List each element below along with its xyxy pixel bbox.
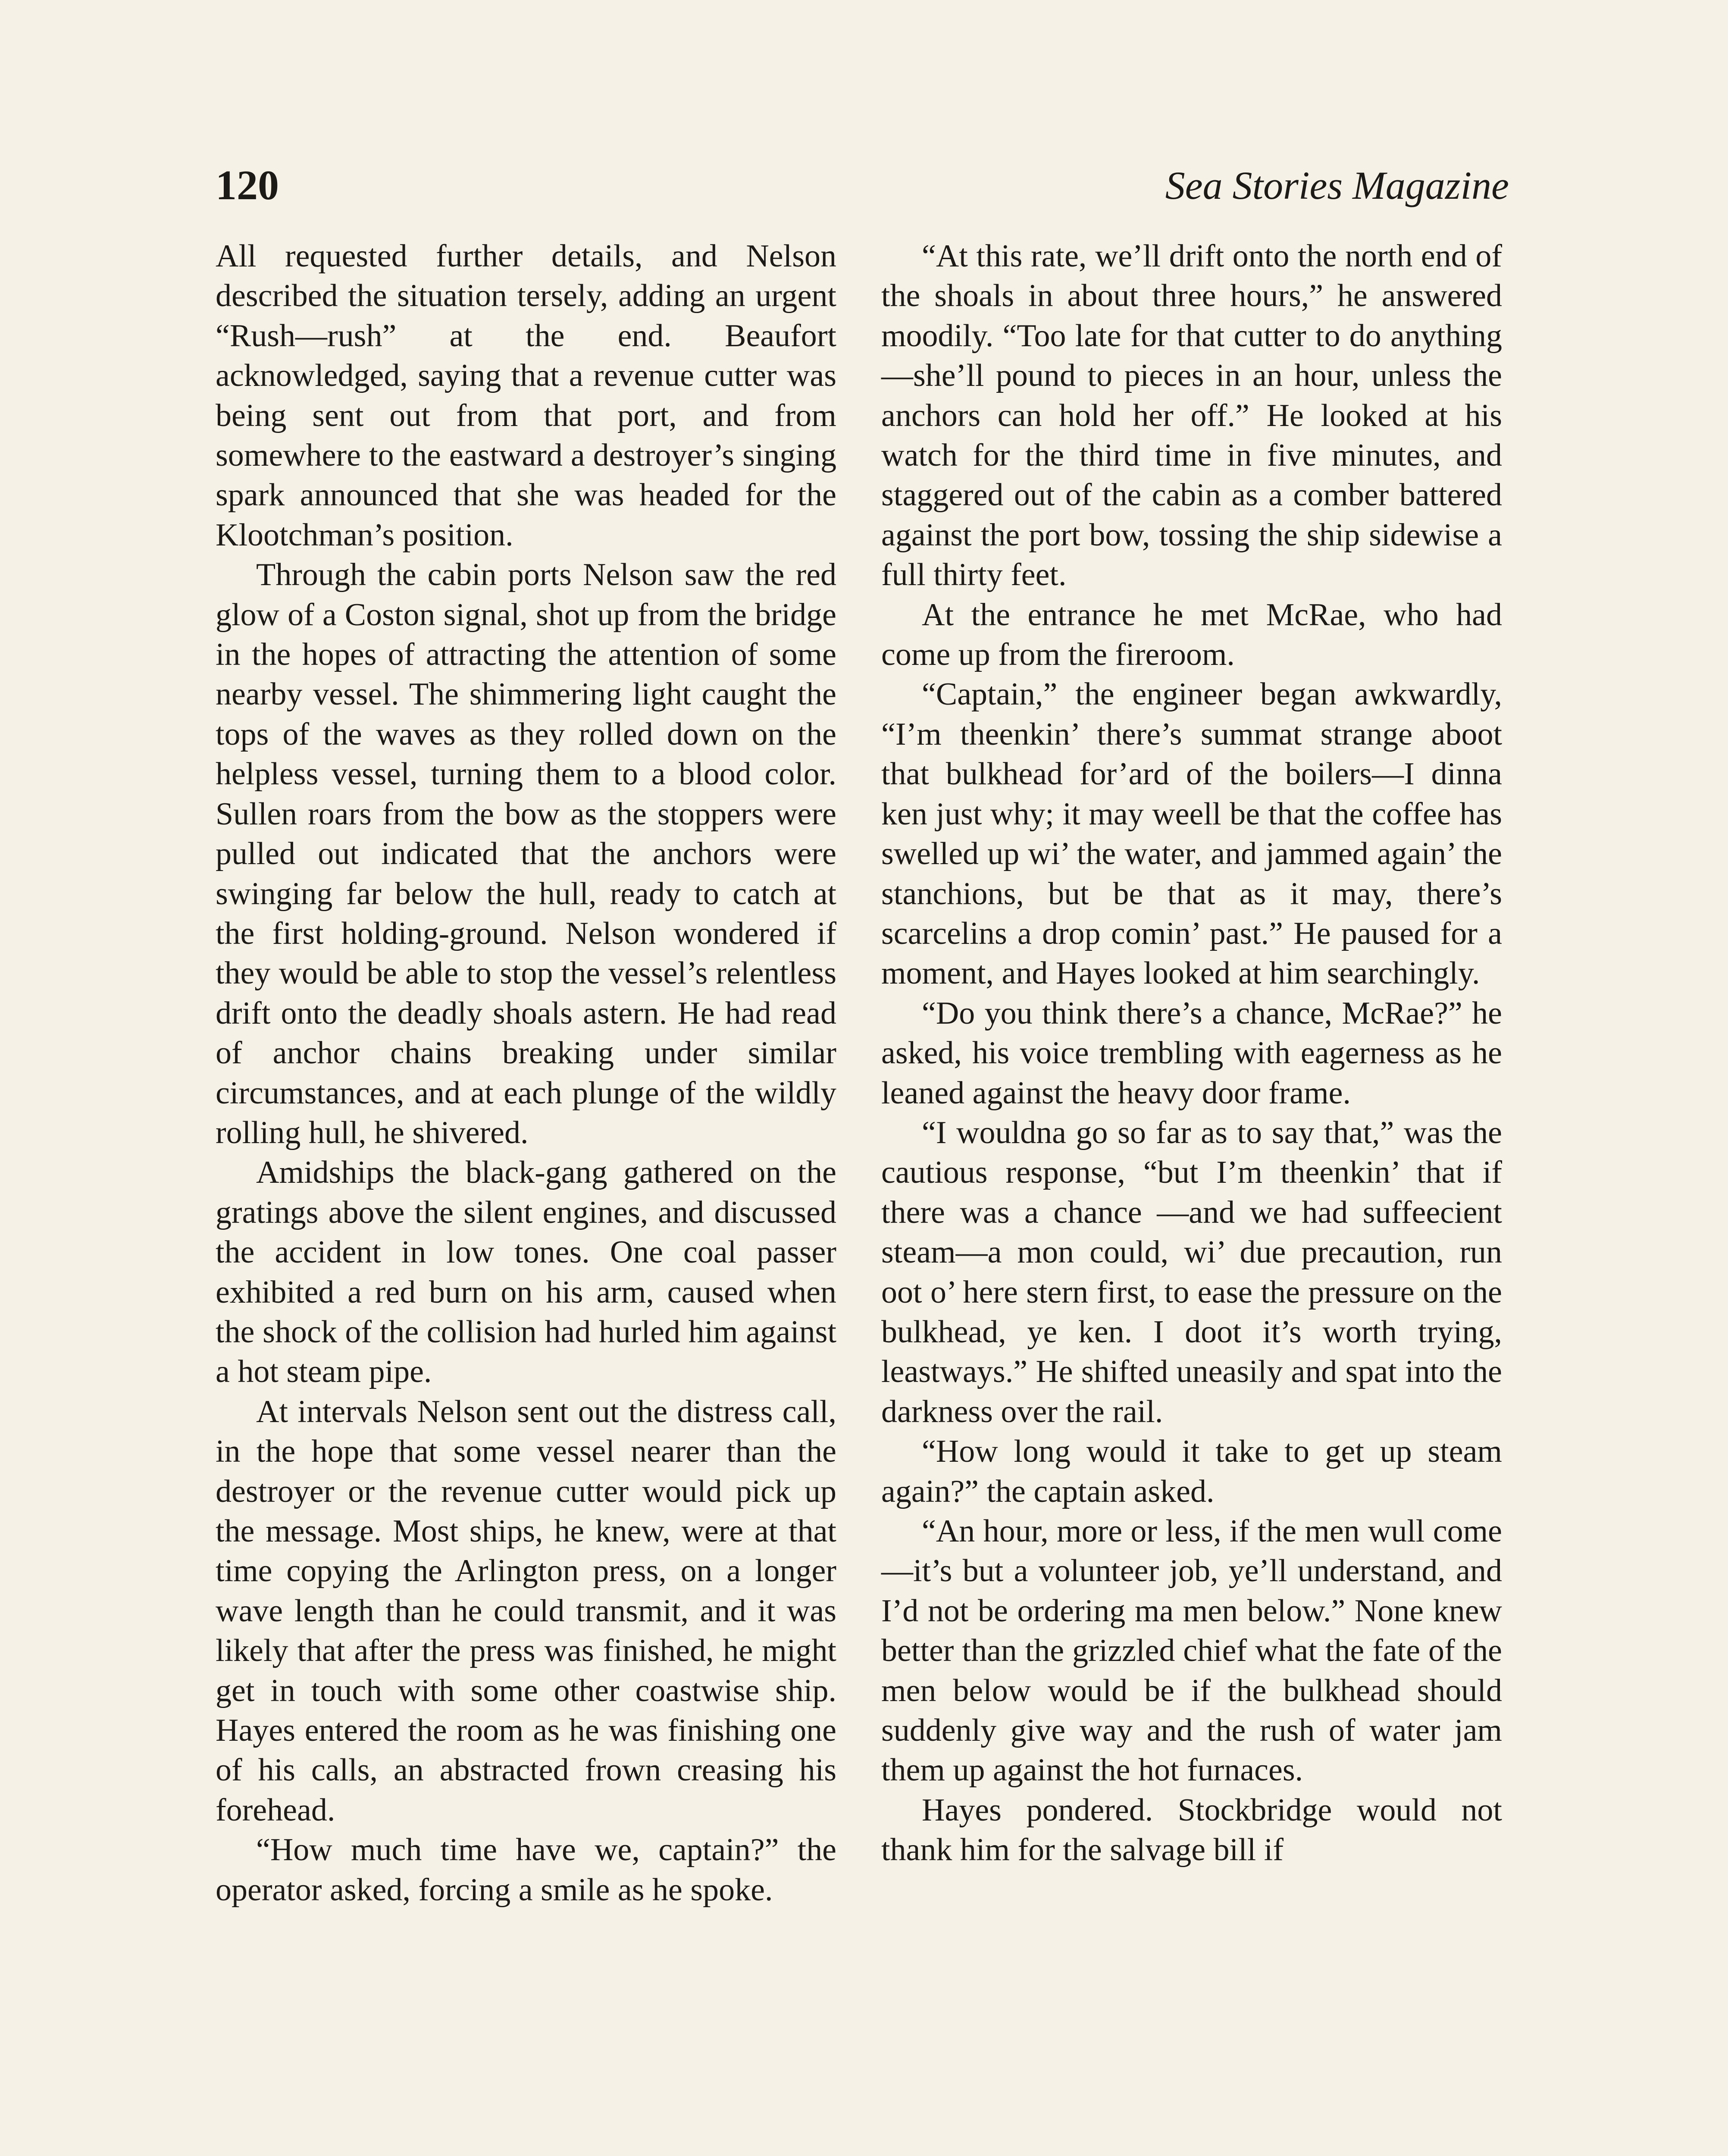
paragraph: “Captain,” the engineer began awkwardly, “I’m theenkin’ there’s summat strange aboot that bulkhead for’ard of the boilers—I dinna ken just why; it may weell be that the coffee has swelled up wi’ the water, and jammed again’ the stanchions, but be that as it may, there’s scarcelins a drop comin’ past.” He paused for a moment, and Hayes looked at him searchingly. (881, 677, 1502, 991)
paragraph: At the entrance he met McRae, who had come up from the fireroom. (881, 597, 1502, 673)
paragraph: “At this rate, we’ll drift onto the north end of the shoals in about three hours,” he answered moodily. “Too late for that cutter to do anything—she’ll pound to pieces in an hour, unless the anchors can hold her off.” He looked at his watch for the third time in five minutes, and staggered out of the cabin as a comber battered against the port bow, tossing the ship sidewise a full thirty feet. (881, 238, 1502, 593)
paragraph: “How much time have we, captain?” the operator asked, forcing a smile as he spoke. (216, 1832, 836, 1908)
paragraph: “I wouldna go so far as to say that,” was the cautious response, “but I’m theenkin’ that if there was a chance —and we had suffeecient steam—a mon could, wi’ due precaution, run oot o’ here stern first, to ease the pressure on the bulkhead, ye ken. I doot it’s worth trying, leastways.” He shifted uneasily and spat into the darkness over the rail. (881, 1115, 1502, 1429)
page-header (216, 151, 1509, 220)
magazine-title: Sea Stories Magazine (1165, 163, 1509, 207)
paragraph: At intervals Nelson sent out the distress call, in the hope that some vessel nearer than the destroyer or the revenue cutter would pick up the message. Most ships, he knew, were at that time copying the Arlington press, on a longer wave length than he could transmit, and it was likely that after the press was finished, he might get in touch with some other coastwise ship. Hayes entered the room as he was finishing one of his calls, an abstracted frown creasing his forehead. (216, 1394, 836, 1828)
paragraph: Amidships the black-gang gathered on the gratings above the silent engines, and discussed the accident in low tones. One coal passer exhibited a red burn on his arm, caused when the shock of the collision had hurled him against a hot steam pipe. (216, 1155, 836, 1390)
paragraph: Hayes pondered. Stockbridge would not thank him for the salvage bill if (881, 1792, 1502, 1868)
paragraph: Through the cabin ports Nelson saw the red glow of a Coston signal, shot up from the bridge in the hopes of attracting the attention of some nearby vessel. The shimmering light caught the tops of the waves as they rolled down on the helpless vessel, turning them to a blood color. Sullen roars from the bow as the stoppers were pulled out indicated that the anchors were swinging far below the hull, ready to catch at the first holding-ground. Nelson wondered if they would be able to stop the vessel’s relentless drift onto the deadly shoals astern. He had read of anchor chains breaking under similar circumstances, and at each plunge of the wildly rolling hull, he shivered. (216, 557, 836, 1150)
paragraph: “Do you think there’s a chance, McRae?” he asked, his voice trembling with eagerness as he leaned against the heavy door frame. (881, 995, 1502, 1111)
paragraph: “How long would it take to get up steam again?” the captain asked. (881, 1434, 1502, 1509)
paragraph: All requested further details, and Nelson described the situation tersely, adding an urgent “Rush—rush” at the end. Beaufort acknowledged, saying that a revenue cutter was being sent out from that port, and from somewhere to the eastward a destroyer’s singing spark announced that she was headed for the Klootchman’s position. (216, 238, 836, 553)
paragraph: “An hour, more or less, if the men wull come—it’s but a volunteer job, ye’ll understand, and I’d not be ordering ma men below.” None knew better than the grizzled chief what the fate of the men below would be if the bulkhead should suddenly give way and the rush of water jam them up against the hot furnaces. (881, 1514, 1502, 1788)
right-column (881, 236, 1502, 1870)
page-number: 120 (216, 162, 279, 209)
left-column (216, 236, 836, 1910)
